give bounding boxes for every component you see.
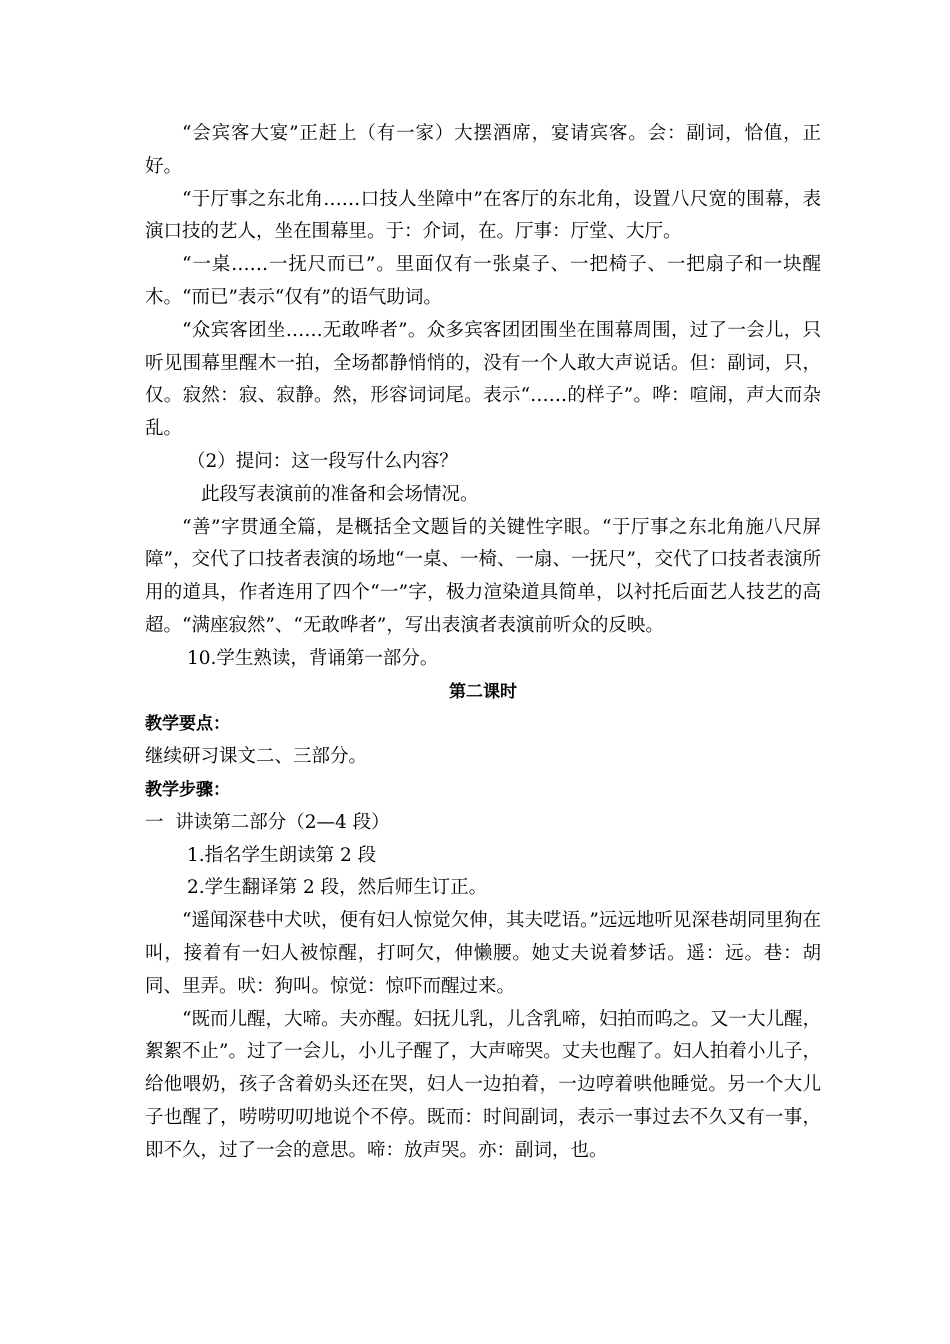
paragraph-yi-zhuo: “一桌……一抚尺而已”。里面仅有一张桌子、一把椅子、一把扇子和一块醒木。“而已”表示“仅有”的语气助词。 <box>145 254 821 308</box>
paragraph-shan-analysis: “善”字贯通全篇，是概括全文题旨的关键性字眼。“于厅事之东北角施八尺屏障”，交代了口技者表演的场地“一桌、一椅、一扇、一抚尺”，交代了口技者表演所用的道具，作者连用了四个“一”字，极力渲染道具简单，以衬托后面艺人技艺的高超。“满座寂然”、“无敢哗者”，写出表演者表演前听众的反映。 <box>145 516 821 636</box>
step-item: 2.学生翻译第 2 段，然后师生订正。 <box>187 877 488 899</box>
question-paragraph: （2）提问：这一段写什么内容？ <box>187 450 458 472</box>
paragraph-zhong-binke: “众宾客团坐……无敢哗者”。众多宾客团团围坐在围幕周围，过了一会儿，只听见围幕里醒木一拍，全场都静悄悄的，没有一个人敢大声说话。但：副词，只，仅。寂然：寂、寂静。然，形容词词尾。表示“……的样子”。哗：喧闹，声大而杂乱。 <box>145 319 821 440</box>
paragraph-ji-er: “既而儿醒，大啼。夫亦醒。妇抚儿乳，儿含乳啼，妇拍而呜之。又一大儿醒，絮絮不止”。过了一会儿，小儿子醒了，大声啼哭。丈夫也醒了。妇人拍着小儿子，给他喂奶，孩子含着奶头还在哭，妇人一边拍着，一边哼着哄他睡觉。另一个大儿子也醒了，唠唠叨叨地说个不停。既而：时间副词，表示一事过去不久又有一事，即不久，过了一会的意思。啼：放声哭。亦：副词，也。 <box>145 1008 821 1161</box>
paragraph-yu-tingshi: “于厅事之东北角……口技人坐障中”在客厅的东北角，设置八尺宽的围幕，表演口技的艺人，坐在围幕里。于：介词，在。厅事：厅堂、大厅。 <box>145 188 821 243</box>
step-item: 1.指名学生朗读第 2 段 <box>187 844 377 866</box>
paragraph-yao-wen: “遥闻深巷中犬吠，便有妇人惊觉欠伸，其夫呓语。”远远地听见深巷胡同里狗在叫，接着有一妇人被惊醒，打呵欠，伸懒腰。她丈夫说着梦话。遥：远。巷：胡同、里弄。吠：狗叫。惊觉：惊吓而醒过来。 <box>145 910 821 997</box>
teaching-points-heading: 教学要点： <box>145 714 230 735</box>
paragraph-hui-binke: “会宾客大宴”正赶上（有一家）大摆酒席，宴请宾客。会：副词，恰值，正好。 <box>145 123 821 177</box>
answer-paragraph: 此段写表演前的准备和会场情况。 <box>201 483 479 505</box>
document-page <box>145 118 821 1168</box>
step-one: 一 讲读第二部分（2—4 段） <box>145 811 390 833</box>
section-title: 第二课时 <box>449 681 517 702</box>
teaching-points-text: 继续研习课文二、三部分。 <box>145 746 368 768</box>
recite-paragraph: 10.学生熟读，背诵第一部分。 <box>187 647 439 669</box>
teaching-steps-heading: 教学步骤： <box>145 779 230 800</box>
